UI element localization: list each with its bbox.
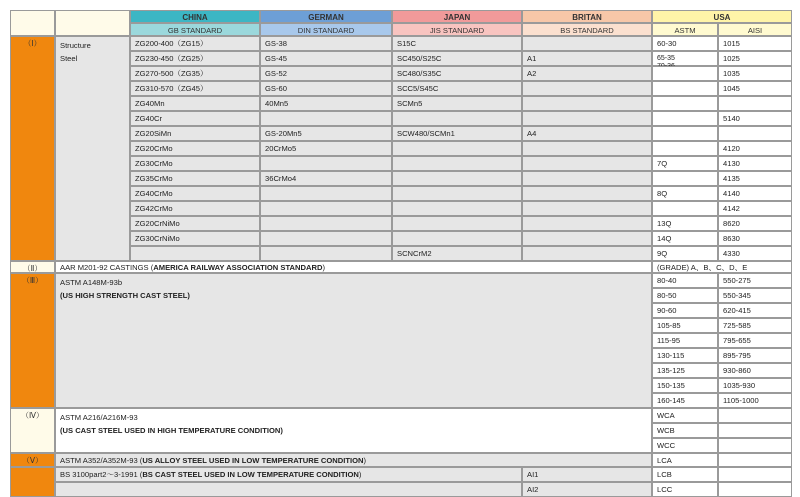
aisi-cell (718, 467, 792, 482)
astm-cell (652, 36, 718, 51)
category-line: Structure (60, 41, 91, 50)
gb-cell (130, 126, 260, 141)
astm-value: 80-50 (657, 291, 677, 300)
din-value: 40Mn5 (265, 99, 289, 108)
gb-value: ZG30CrMo (135, 159, 173, 168)
astm-value: 65-35 (657, 55, 675, 62)
bs-cell (522, 231, 652, 246)
aisi-cell (718, 141, 792, 156)
header-gb-label: GB STANDARD (167, 26, 223, 35)
din-cell (260, 231, 392, 246)
header-gb (130, 23, 260, 36)
astm-cell (652, 273, 718, 288)
section-5-label-text: （Ⅴ） (22, 456, 43, 465)
astm-value: 8Q (657, 189, 668, 198)
gb-cell (130, 171, 260, 186)
astm-cell (652, 333, 718, 348)
gb-cell (130, 231, 260, 246)
din-value: GS-52 (265, 69, 287, 78)
aisi-value: 4142 (723, 204, 740, 213)
din-cell (260, 81, 392, 96)
aisi-value: 4120 (723, 144, 740, 153)
astm-cell (652, 423, 718, 438)
din-cell (260, 141, 392, 156)
bs-cell (522, 66, 652, 81)
din-value: 20CrMo5 (265, 144, 297, 153)
astm-value: 13Q (657, 219, 672, 228)
din-value: GS-45 (265, 54, 287, 63)
astm-value: LCA (657, 456, 672, 465)
astm-value: 14Q (657, 234, 672, 243)
aisi-value: 620-415 (723, 306, 751, 315)
section-2-label-text: （Ⅱ） (23, 264, 42, 273)
din-cell (260, 201, 392, 216)
aisi-value: 550-275 (723, 276, 751, 285)
astm-value: WCA (657, 411, 675, 420)
astm-value: 80-40 (657, 276, 677, 285)
din-cell (260, 186, 392, 201)
aisi-cell (718, 318, 792, 333)
aisi-value: 1045 (723, 84, 740, 93)
aisi-cell (718, 363, 792, 378)
din-cell (260, 156, 392, 171)
jis-cell (392, 186, 522, 201)
bs-value: AI1 (527, 470, 539, 479)
astm-value: 7Q (657, 159, 668, 168)
astm-cell (652, 363, 718, 378)
aisi-cell (718, 51, 792, 66)
header-usa (652, 10, 792, 23)
jis-cell (392, 126, 522, 141)
gb-cell (130, 141, 260, 156)
header-china-label: CHINA (182, 13, 208, 22)
section-1-category (55, 36, 130, 261)
din-value: GS-20Mn5 (265, 129, 302, 138)
aisi-cell (718, 453, 792, 467)
jis-cell (392, 111, 522, 126)
bs-value: A2 (527, 69, 537, 78)
astm-cell (652, 453, 718, 467)
astm-value: 90-60 (657, 306, 677, 315)
gb-cell (130, 96, 260, 111)
jis-cell (392, 216, 522, 231)
gb-value: ZG270-500（ZG35） (135, 69, 208, 78)
section-6-title (55, 467, 522, 482)
section-2-usa (652, 261, 792, 273)
astm-cell (652, 186, 718, 201)
astm-value: LCB (657, 470, 672, 479)
din-cell (260, 36, 392, 51)
jis-cell (392, 201, 522, 216)
din-cell (260, 216, 392, 231)
astm-value: 105-85 (657, 321, 681, 330)
bs-cell (522, 246, 652, 261)
astm-cell (652, 156, 718, 171)
gb-cell (130, 246, 260, 261)
aisi-value: 725-585 (723, 321, 751, 330)
bs-cell (522, 141, 652, 156)
jis-value: SCNCrM2 (397, 249, 432, 258)
gb-value: ZG40CrMo (135, 189, 173, 198)
header-bs (522, 23, 652, 36)
astm-cell (652, 378, 718, 393)
astm-cell (652, 111, 718, 126)
header-japan (392, 10, 522, 23)
section-6-text-end: ) (358, 470, 362, 479)
aisi-cell (718, 111, 792, 126)
gb-value: ZG20SiMn (135, 129, 172, 138)
astm-value: 9Q (657, 249, 668, 258)
aisi-value: 5140 (723, 114, 740, 123)
aisi-cell (718, 438, 792, 453)
astm-value: 135-125 (657, 366, 685, 375)
aisi-value: 4130 (723, 159, 740, 168)
section-1-label (10, 36, 55, 261)
astm-value: WCB (657, 426, 675, 435)
astm-cell (652, 318, 718, 333)
aisi-cell (718, 482, 792, 497)
gb-value: ZG42CrMo (135, 204, 173, 213)
header-japan-label: JAPAN (443, 13, 471, 22)
aisi-value: 550-345 (723, 291, 751, 300)
section-2-title (55, 261, 652, 273)
header-german-label: GERMAN (308, 13, 344, 22)
astm-value: 115-95 (657, 336, 681, 345)
aisi-cell (718, 216, 792, 231)
bs-cell (522, 51, 652, 66)
aisi-value: 1035-930 (723, 381, 756, 390)
astm-cell (652, 246, 718, 261)
jis-cell (392, 81, 522, 96)
gb-cell (130, 186, 260, 201)
gb-value: ZG310-570（ZG45） (135, 84, 208, 93)
gb-cell (130, 81, 260, 96)
jis-cell (392, 141, 522, 156)
astm-cell (652, 482, 718, 497)
astm-cell (652, 141, 718, 156)
aisi-cell (718, 96, 792, 111)
header-usa-label: USA (713, 13, 731, 22)
header-astm (652, 23, 718, 36)
gb-cell (130, 36, 260, 51)
jis-value: SCW480/SCMn1 (397, 129, 455, 138)
aisi-value: 8630 (723, 234, 740, 243)
astm-cell (652, 231, 718, 246)
gb-cell (130, 66, 260, 81)
aisi-cell (718, 288, 792, 303)
section-4-label (10, 408, 55, 453)
aisi-cell (718, 423, 792, 438)
gb-value: ZG40Mn (135, 99, 165, 108)
header-din-label: DIN STANDARD (297, 26, 355, 35)
section-5-label (10, 453, 55, 467)
astm-cell (652, 81, 718, 96)
aisi-cell (718, 126, 792, 141)
section-5-text: ASTM A352/A352M-93 ( (60, 456, 143, 465)
astm-cell (652, 96, 718, 111)
aisi-cell (718, 378, 792, 393)
aisi-value: 1035 (723, 69, 740, 78)
gb-value: ZG35CrMo (135, 174, 173, 183)
bs-cell (522, 126, 652, 141)
gb-value: ZG30CrNiMo (135, 234, 180, 243)
aisi-cell (718, 171, 792, 186)
header-blank-1 (10, 10, 55, 36)
bs-cell (522, 201, 652, 216)
aisi-value: 1105-1000 (723, 396, 759, 405)
jis-cell (392, 156, 522, 171)
jis-cell (392, 66, 522, 81)
bs-cell (522, 36, 652, 51)
astm-cell (652, 393, 718, 408)
bs-cell (522, 156, 652, 171)
section-4-label-text: （Ⅳ） (21, 411, 44, 420)
bs-cell (522, 111, 652, 126)
astm-cell (652, 66, 718, 81)
astm-value: WCC (657, 441, 676, 450)
gb-value: ZG20CrNiMo (135, 219, 180, 228)
aisi-cell (718, 36, 792, 51)
gb-value: ZG230-450（ZG25） (135, 54, 208, 63)
header-blank-2 (55, 10, 130, 36)
section-2-text: AAR M201-92 CASTINGS ( (60, 263, 154, 272)
bs-value: A4 (527, 129, 537, 138)
jis-value: SC480/S35C (397, 69, 442, 78)
section-2-text-end: ) (322, 263, 325, 272)
bs-cell (522, 96, 652, 111)
din-cell (260, 246, 392, 261)
section-6-blank (55, 482, 522, 497)
astm-cell (652, 171, 718, 186)
astm-cell (652, 303, 718, 318)
bs-cell (522, 482, 652, 497)
bs-value: AI2 (527, 485, 539, 494)
din-value: 36CrMo4 (265, 174, 297, 183)
astm-value: 150-135 (657, 381, 685, 390)
gb-value: ZG20CrMo (135, 144, 173, 153)
gb-cell (130, 201, 260, 216)
header-aisi (718, 23, 792, 36)
jis-value: SCMn5 (397, 99, 423, 108)
din-cell (260, 171, 392, 186)
section-3-line2: (US HIGH STRENGTH CAST STEEL) (60, 291, 190, 300)
section-3-line1: ASTM A148M-93b (60, 278, 123, 287)
section-5-text-end: ) (363, 456, 367, 465)
bs-cell (522, 186, 652, 201)
gb-value: ZG40Cr (135, 114, 163, 123)
aisi-cell (718, 186, 792, 201)
din-cell (260, 96, 392, 111)
gb-cell (130, 216, 260, 231)
jis-value: SC450/S25C (397, 54, 442, 63)
section-3-title (55, 273, 652, 408)
header-jis-label: JIS STANDARD (429, 26, 485, 35)
astm-cell (652, 216, 718, 231)
jis-cell (392, 171, 522, 186)
astm-value: 60-30 (657, 39, 677, 48)
aisi-cell (718, 333, 792, 348)
bs-cell (522, 171, 652, 186)
astm-value: 160-145 (657, 396, 685, 405)
din-cell (260, 51, 392, 66)
astm-cell (652, 126, 718, 141)
astm-cell (652, 51, 718, 66)
aisi-cell (718, 273, 792, 288)
steel-standards-table (10, 10, 792, 494)
jis-cell (392, 231, 522, 246)
header-din (260, 23, 392, 36)
aisi-value: 795-655 (723, 336, 751, 345)
bs-cell (522, 81, 652, 96)
aisi-value: 895-795 (723, 351, 751, 360)
section-5-text-bold: US ALLOY STEEL USED IN LOW TEMPERATURE CONDITION (142, 456, 364, 465)
header-jis (392, 23, 522, 36)
category-line: Steel (60, 54, 78, 63)
gb-cell (130, 111, 260, 126)
astm-cell (652, 288, 718, 303)
aisi-cell (718, 348, 792, 363)
aisi-cell (718, 303, 792, 318)
astm-cell (652, 201, 718, 216)
aisi-value: 8620 (723, 219, 740, 228)
section-2-text-bold: AMERICA RAILWAY ASSOCIATION STANDARD (153, 263, 323, 272)
jis-cell (392, 36, 522, 51)
din-cell (260, 111, 392, 126)
section-6-text: BS 3100part2～3-1991 ( (60, 470, 143, 479)
header-china (130, 10, 260, 23)
astm-value: 130-115 (657, 351, 685, 360)
header-britan-label: BRITAN (572, 13, 602, 22)
gb-cell (130, 51, 260, 66)
din-cell (260, 66, 392, 81)
aisi-value: 930-860 (723, 366, 751, 375)
header-astm-label: ASTM (674, 26, 696, 35)
aisi-cell (718, 408, 792, 423)
astm-cell (652, 348, 718, 363)
aisi-value: 4140 (723, 189, 740, 198)
aisi-cell (718, 231, 792, 246)
astm-cell (652, 408, 718, 423)
jis-value: S15C (397, 39, 416, 48)
section-6-text-bold: BS CAST STEEL USED IN LOW TEMPERATURE CONDITION (142, 470, 359, 479)
section-3-label (10, 273, 55, 408)
din-value: GS-38 (265, 39, 287, 48)
aisi-cell (718, 156, 792, 171)
section-4-line1: ASTM A216/A216M-93 (60, 413, 138, 422)
astm-cell (652, 438, 718, 453)
jis-cell (392, 96, 522, 111)
bs-cell (522, 467, 652, 482)
aisi-value: 4330 (723, 249, 740, 258)
header-aisi-label: AISI (747, 26, 763, 35)
jis-cell (392, 51, 522, 66)
aisi-cell (718, 393, 792, 408)
header-bs-label: BS STANDARD (560, 26, 614, 35)
section-4-title (55, 408, 652, 453)
section-2-label (10, 261, 55, 273)
jis-value: SCC5/S45C (397, 84, 439, 93)
section-3-label-text: （Ⅲ） (22, 276, 43, 285)
aisi-value: 4135 (723, 174, 740, 183)
astm-value: LCC (657, 485, 673, 494)
aisi-cell (718, 201, 792, 216)
jis-cell (392, 246, 522, 261)
bs-value: A1 (527, 54, 537, 63)
aisi-value: 1025 (723, 54, 740, 63)
aisi-cell (718, 81, 792, 96)
section-6-label (10, 467, 55, 497)
section-5-title (55, 453, 652, 467)
header-german (260, 10, 392, 23)
din-value: GS-60 (265, 84, 287, 93)
aisi-value: 1015 (723, 39, 740, 48)
section-1-label-text: （Ⅰ） (23, 39, 42, 48)
header-britan (522, 10, 652, 23)
section-2-grades: (GRADE) A、B、C、D、E (657, 263, 748, 272)
gb-cell (130, 156, 260, 171)
bs-cell (522, 216, 652, 231)
aisi-cell (718, 66, 792, 81)
gb-value: ZG200-400（ZG15） (135, 39, 208, 48)
section-4-line2: (US CAST STEEL USED IN HIGH TEMPERATURE CONDITION) (60, 426, 283, 435)
aisi-cell (718, 246, 792, 261)
din-cell (260, 126, 392, 141)
astm-cell (652, 467, 718, 482)
